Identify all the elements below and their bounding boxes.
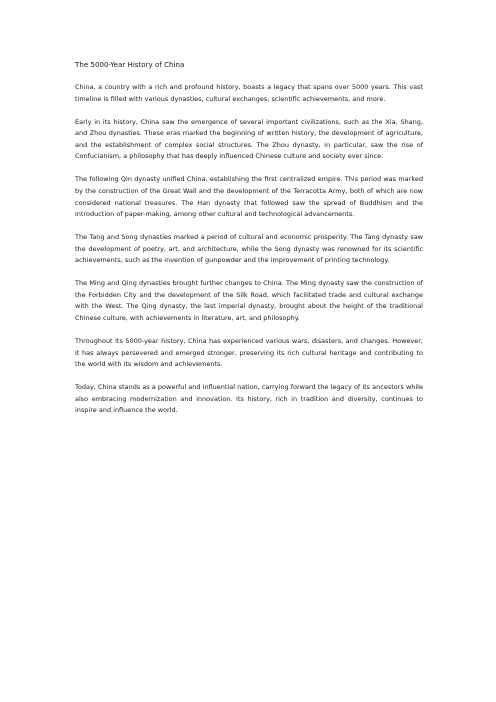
document-page [75,59,423,428]
document-title: The 5000-Year History of China [75,60,185,69]
paragraph-resilience: Throughout its 5000-year history, China has experienced various wars, disasters, and changes. However, it has always persevered and emerged stronger, preserving its rich cultural heritage and contributing to the world with its wisdom and achievements. [75,337,423,369]
paragraph-today: Today, China stands as a powerful and influential nation, carrying forward the legacy of its ancestors while also embracing modernization and innovation. Its history, rich in tradition and diversity, continues to inspire and influence the world. [75,383,423,415]
paragraph-tang-song: The Tang and Song dynasties marked a period of cultural and economic prosperity. The Tang dynasty saw the development of poetry, art, and architecture, while the Song dynasty was renowned for its scientific achievements, such as the invention of gunpowder and the improvement of printing technology. [75,233,423,265]
paragraph-intro: China, a country with a rich and profound history, boasts a legacy that spans over 5000 years. This vast timeline is filled with various dynasties, cultural exchanges, scientific achievements, and more. [75,83,423,103]
paragraph-qin-han: The following Qin dynasty unified China, establishing the first centralized empire. This period was marked by the construction of the Great Wall and the development of the Terracotta Army, both of which are now considered national treasures. The Han dynasty that followed saw the spread of Buddhism and the introduction of paper-making, among other cultural and technological advancements. [75,175,423,219]
paragraph-ming-qing: The Ming and Qing dynasties brought further changes to China. The Ming dynasty saw the construction of the Forbidden City and the development of the Silk Road, which facilitated trade and cultural exchange with the West. The Qing dynasty, the last imperial dynasty, brought about the height of the traditional Chinese culture, with achievements in literature, art, and philosophy. [75,279,423,323]
paragraph-early-history: Early in its history, China saw the emergence of several important civilizations, such as the Xia, Shang, and Zhou dynasties. These eras marked the beginning of written history, the development of agriculture, and the establishment of complex social structures. The Zhou dynasty, in particular, saw the rise of Confucianism, a philosophy that has deeply influenced Chinese culture and society ever since. [75,117,423,161]
